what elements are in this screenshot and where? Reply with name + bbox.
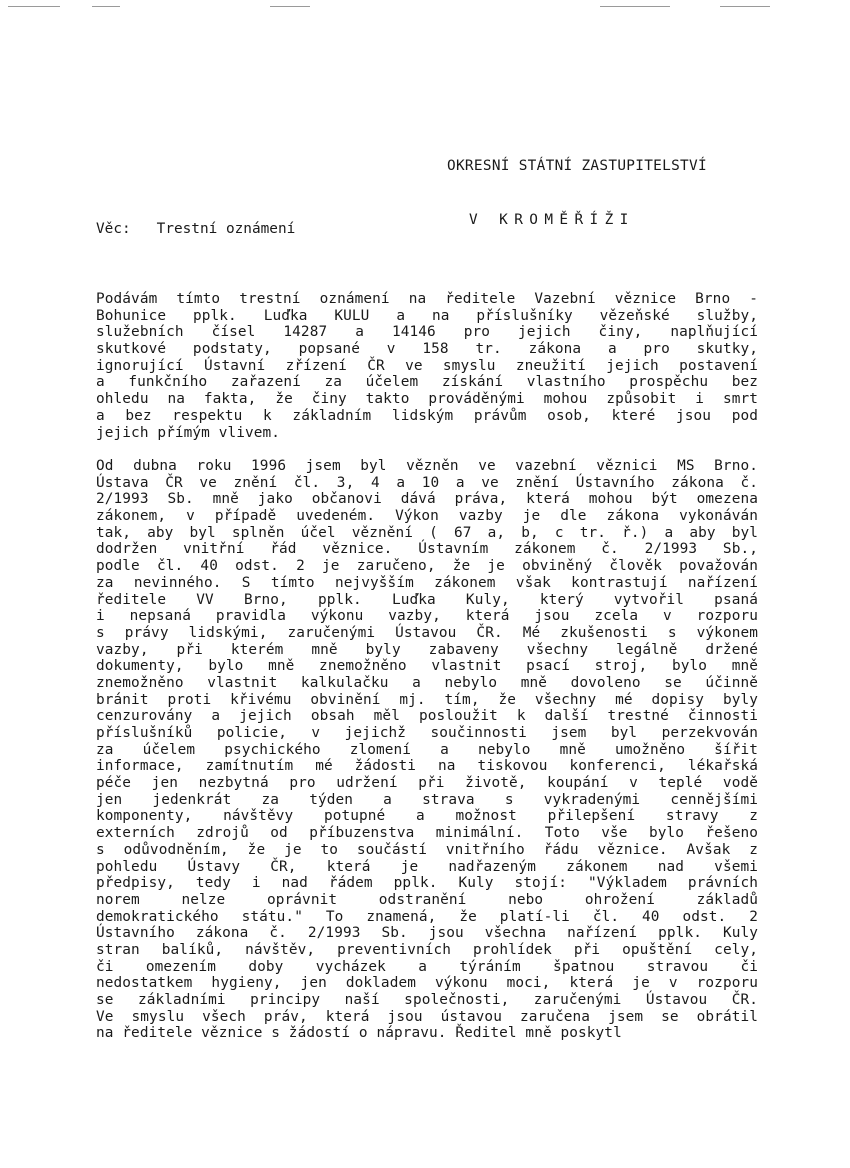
text-line: Podávám tímto trestní oznámení na ředitele Vazební věznice Brno - [96, 291, 758, 307]
text-line: podle čl. 40 odst. 2 je zaručeno, že je obviněný člověk považován [96, 558, 758, 575]
addressee-office: OKRESNÍ STÁTNÍ ZASTUPITELSTVÍ [447, 158, 707, 174]
text-line: i nepsaná pravidla výkonu vazby, která jsou zcela v rozporu [96, 608, 758, 625]
text-line: tak, aby byl splněn účel věznění ( 67 a, b, c tr. ř.) a aby byl [96, 524, 758, 541]
text-line: péče jen nezbytná pro udržení při životě, koupání v teplé vodě [96, 775, 758, 792]
scan-artifacts [0, 6, 850, 12]
text-line: demokratického státu." To znamená, že platí-li čl. 40 odst. 2 [96, 908, 758, 925]
text-line: ředitele VV Brno, pplk. Luďka Kuly, který vytvořil psaná [96, 591, 758, 608]
text-line: externích zdrojů od příbuzenstva minimální. Toto vše bylo řešeno [96, 825, 758, 842]
addressee-city: V KROMĚŘÍŽI [469, 212, 635, 228]
text-line: pohledu Ústavy ČR, která je nadřazeným zákonem nad všemi [96, 858, 758, 875]
text-line: Ve smyslu všech práv, která jsou ústavou zaručena jsem se obrátil [96, 1008, 758, 1025]
text-line: cenzurovány a jejich obsah měl posloužit k další trestné činnosti [96, 708, 758, 725]
text-line: se základními principy naší společnosti, zaručenými Ústavou ČR. [96, 992, 758, 1008]
subject-label: Věc: [96, 221, 131, 237]
text-line: nedostatkem hygieny, jen dokladem výkonu moci, která je v rozporu [96, 975, 758, 992]
text-line: za nevinného. S tímto nejvyšším zákonem však kontrastují nařízení [96, 574, 758, 591]
text-line: příslušníků policie, v jejichž součinnosti jsem byl perzekvován [96, 725, 758, 741]
text-line: za účelem psychického zlomení a nebylo mně umožněno šířit [96, 741, 758, 758]
text-line: Od dubna roku 1996 jsem byl vězněn ve vazební věznici MS Brno. [96, 458, 758, 474]
text-line: jen jedenkrát za týden a strava s vykradenými cennějšími [96, 791, 758, 808]
paragraph-complaint [96, 291, 758, 441]
text-line: vazby, při kterém mně byly zabaveny všechny legálně držené [96, 641, 758, 658]
text-line: Ústava ČR ve znění čl. 3, 4 a 10 a ve znění Ústavního zákona č. [96, 474, 758, 491]
text-line: norem nelze oprávnit odstranění nebo ohrožení základů [96, 891, 758, 908]
subject-value: Trestní oznámení [156, 221, 296, 237]
text-line: stran balíků, návštěv, preventivních prohlídek při opuštění cely, [96, 941, 758, 958]
text-line: předpisy, tedy i nad řádem pplk. Kuly stojí: "Výkladem právních [96, 875, 758, 892]
text-line: komponenty, návštěvy potupné a možnost přilepšení stravy z [96, 808, 758, 825]
text-line: ignorující Ústavní zřízení ČR ve smyslu zneužití jejich postavení [96, 357, 758, 374]
text-line: dodržen vnitřní řád věznice. Ústavním zákonem č. 2/1993 Sb., [96, 541, 758, 558]
text-line: znemožněno vlastnit kalkulačku a nebylo mně dovoleno se účinně [96, 674, 758, 691]
text-line: dokumenty, bylo mně znemožněno vlastnit psací stroj, bylo mně [96, 658, 758, 675]
text-line: služebních čísel 14287 a 14146 pro jejich činy, naplňující [96, 324, 758, 341]
text-line: skutkové podstaty, popsané v 158 tr. zákona a pro skutky, [96, 341, 758, 358]
text-line: bránit proti křivému obvinění mj. tím, že všechny mé dopisy byly [96, 691, 758, 708]
text-line: s odůvodněním, že je to součástí vnitřního řádu věznice. Avšak z [96, 841, 758, 858]
paragraph-circumstances [96, 458, 758, 1042]
text-line: na ředitele věznice s žádostí o nápravu. Ředitel mně poskytl [96, 1025, 622, 1042]
text-line: ohledu na fakta, že činy takto prováděnými mohou způsobit i smrt [96, 391, 758, 408]
text-line: a bez respektu k základním lidským právům osob, které jsou pod [96, 407, 758, 424]
text-line: 2/1993 Sb. mně jako občanovi dává práva, která mohou být omezena [96, 491, 758, 508]
text-line: Bohunice pplk. Luďka KULU a na příslušníky vězeňské služby, [96, 307, 758, 324]
subject-line [96, 220, 295, 238]
addressee-block [447, 121, 707, 265]
text-line: informace, zamítnutím mé žádosti na tiskovou konferenci, lékařská [96, 758, 758, 775]
text-line: Ústavního zákona č. 2/1993 Sb. jsou všechna nařízení pplk. Kuly [96, 925, 758, 942]
text-line: zákonem, v případě uvedeném. Výkon vazby je dle zákona vykonáván [96, 508, 758, 525]
text-line: či omezením doby vycházek a týráním špatnou stravou či [96, 958, 758, 975]
text-line: s právy lidskými, zaručenými Ústavou ČR. Mé zkušenosti s výkonem [96, 624, 758, 641]
text-line: a funkčního zařazení za účelem získání vlastního prospěchu bez [96, 374, 758, 391]
text-line: jejich přímým vlivem. [96, 424, 281, 441]
